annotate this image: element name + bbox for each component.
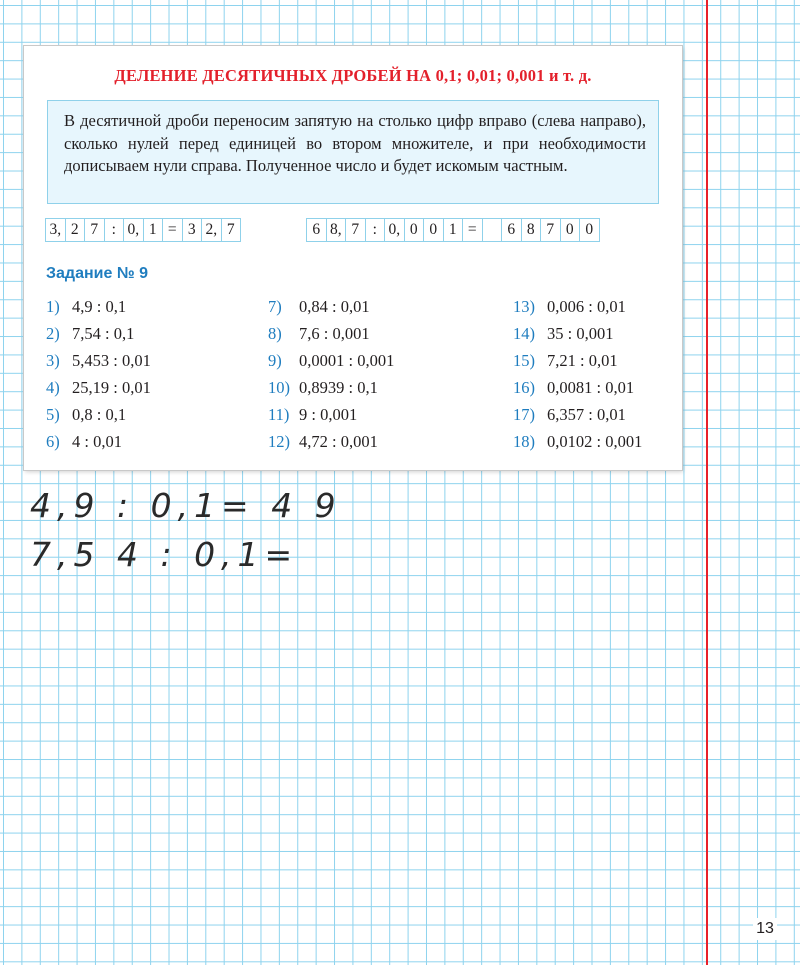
task-column-2 [268,296,394,458]
task-expression: 6,357 : 0,01 [547,405,626,424]
example-cell: 1 [443,218,464,242]
example-cell: = [462,218,483,242]
task-number: 3) [46,351,60,370]
task-expression: 7,6 : 0,001 [299,324,370,343]
task-number: 8) [268,324,282,343]
example-cell: 8 [521,218,542,242]
task-item [46,377,151,404]
example-cell: 1 [143,218,164,242]
task-number: 6) [46,432,60,451]
task-expression: 0,0001 : 0,001 [299,351,395,370]
task-number: 10) [268,378,290,397]
task-expression: 5,453 : 0,01 [72,351,151,370]
task-item [513,323,642,350]
task-column-1 [46,296,151,458]
task-number: 9) [268,351,282,370]
page-number: 13 [753,918,777,940]
task-expression: 0,8 : 0,1 [72,405,127,424]
example-cell: 6 [501,218,522,242]
task-number: 4) [46,378,60,397]
task-number: 12) [268,432,290,451]
task-item [46,350,151,377]
task-number: 7) [268,297,282,316]
task-number: 1) [46,297,60,316]
handwritten-answer-2: 7,5 4 : 0,1= [30,535,299,574]
rule-box [47,100,659,204]
task-number: 18) [513,432,535,451]
task-item [268,350,394,377]
task-item [268,296,394,323]
task-expression: 9 : 0,001 [299,405,358,424]
example-cell: 0 [423,218,444,242]
task-item [513,350,642,377]
task-expression: 7,21 : 0,01 [547,351,618,370]
task-expression: 4,72 : 0,001 [299,432,378,451]
task-item [513,404,642,431]
rule-card [24,46,682,470]
task-item [268,377,394,404]
task-item [46,296,151,323]
example-cell [482,218,503,242]
example-cell: 3 [182,218,203,242]
task-item [513,377,642,404]
example-cell: : [365,218,386,242]
task-expression: 0,0102 : 0,001 [547,432,643,451]
task-expression: 35 : 0,001 [547,324,614,343]
task-item [46,431,151,458]
example-cell: : [104,218,125,242]
example-cell: 7 [540,218,561,242]
task-expression: 7,54 : 0,1 [72,324,135,343]
example-cell: 8, [326,218,347,242]
rule-text: В десятичной дроби переносим запятую на столько цифр вправо (слева направо), сколько нулей перед единицей во втором множителе, и при необходимости дописываем нули справа. Полученное число и будет искомым частным. [64,111,646,175]
task-column-3 [513,296,642,458]
example-cell: 0, [384,218,405,242]
task-item [268,431,394,458]
notebook-margin-line [706,0,708,965]
example-strip-2 [306,218,600,242]
task-number: 11) [268,405,290,424]
example-cell: 6 [306,218,327,242]
task-item [268,404,394,431]
page-title: ДЕЛЕНИЕ ДЕСЯТИЧНЫХ ДРОБЕЙ НА 0,1; 0,01; 0,001 и т. д. [114,66,592,85]
task-expression: 4 : 0,01 [72,432,122,451]
example-cell: 0 [560,218,581,242]
example-cell: 2 [65,218,86,242]
task-number: 5) [46,405,60,424]
example-cell: 0 [579,218,600,242]
task-number: 2) [46,324,60,343]
task-expression: 0,0081 : 0,01 [547,378,635,397]
example-cell: 7 [84,218,105,242]
task-expression: 0,006 : 0,01 [547,297,626,316]
task-number: 17) [513,405,535,424]
task-item [46,323,151,350]
task-item [268,323,394,350]
task-number: 15) [513,351,535,370]
example-strip-1 [45,218,241,242]
task-number: 14) [513,324,535,343]
example-cell: 7 [345,218,366,242]
task-expression: 0,8939 : 0,1 [299,378,378,397]
example-cell: = [162,218,183,242]
example-cell: 7 [221,218,242,242]
task-item [46,404,151,431]
task-expression: 25,19 : 0,01 [72,378,151,397]
example-cell: 0 [404,218,425,242]
task-title: Задание № 9 [46,265,148,282]
task-number: 13) [513,297,535,316]
handwritten-answer-1: 4,9 : 0,1= 4 9 [30,486,342,525]
task-number: 16) [513,378,535,397]
task-item [513,296,642,323]
example-cell: 2, [201,218,222,242]
task-item [513,431,642,458]
example-cell: 3, [45,218,66,242]
example-cell: 0, [123,218,144,242]
task-expression: 0,84 : 0,01 [299,297,370,316]
task-expression: 4,9 : 0,1 [72,297,127,316]
